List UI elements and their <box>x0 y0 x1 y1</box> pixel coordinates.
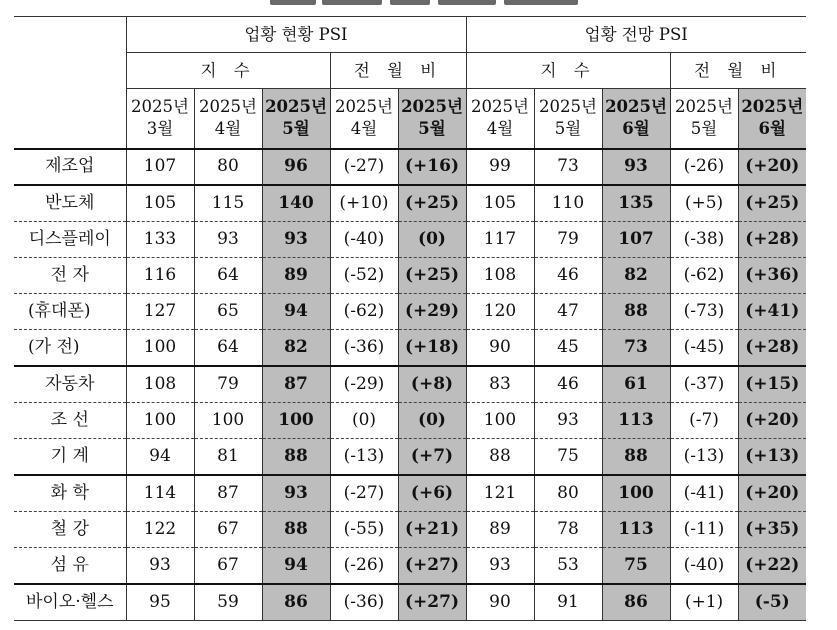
table-cell: 94 <box>126 439 194 475</box>
table-cell: (+6) <box>398 475 466 511</box>
table-cell: 117 <box>466 221 534 257</box>
table-cell: (+8) <box>398 366 466 402</box>
table-cell: 46 <box>534 257 602 293</box>
table-cell: (+29) <box>398 294 466 330</box>
row-label: 제조업 <box>14 149 126 185</box>
table-cell: 75 <box>534 439 602 475</box>
table-cell: 90 <box>466 330 534 366</box>
table-row <box>14 149 806 185</box>
table-cell: 88 <box>262 439 330 475</box>
table-cell: (+15) <box>738 366 806 402</box>
table-cell: (+13) <box>738 439 806 475</box>
psi-table <box>14 16 806 621</box>
table-cell: 93 <box>602 149 670 185</box>
table-cell: (-37) <box>670 366 738 402</box>
table-cell: 100 <box>602 475 670 511</box>
table-cell: (-27) <box>330 475 398 511</box>
table-cell: 88 <box>466 439 534 475</box>
table-cell: 88 <box>602 294 670 330</box>
date-header: 2025년 5월 <box>398 89 466 149</box>
table-cell: 59 <box>194 584 262 620</box>
row-label: 자동차 <box>14 366 126 402</box>
table-cell: 108 <box>466 257 534 293</box>
table-cell: 80 <box>194 149 262 185</box>
corner-cell <box>14 17 126 149</box>
table-cell: (-13) <box>670 439 738 475</box>
table-cell: 100 <box>194 403 262 439</box>
table-cell: 81 <box>194 439 262 475</box>
table-cell: (0) <box>398 221 466 257</box>
row-label: 섬 유 <box>14 548 126 584</box>
table-cell: 73 <box>534 149 602 185</box>
row-label: 반도체 <box>14 185 126 221</box>
table-cell: 75 <box>602 548 670 584</box>
table-cell: (+27) <box>398 584 466 620</box>
table-cell: (-52) <box>330 257 398 293</box>
table-row <box>14 330 806 366</box>
table-cell: 45 <box>534 330 602 366</box>
date-header: 2025년 5월 <box>670 89 738 149</box>
table-cell: (+21) <box>398 511 466 547</box>
date-header: 2025년 4월 <box>466 89 534 149</box>
row-label: 바이오·헬스 <box>14 584 126 620</box>
table-cell: (-62) <box>670 257 738 293</box>
table-cell: (0) <box>398 403 466 439</box>
table-cell: 91 <box>534 584 602 620</box>
table-cell: (+7) <box>398 439 466 475</box>
table-cell: (+25) <box>398 185 466 221</box>
table-row <box>14 403 806 439</box>
table-cell: 78 <box>534 511 602 547</box>
table-cell: 83 <box>466 366 534 402</box>
table-cell: 105 <box>126 185 194 221</box>
table-cell: 110 <box>534 185 602 221</box>
table-cell: 89 <box>466 511 534 547</box>
table-row <box>14 548 806 584</box>
table-cell: 67 <box>194 511 262 547</box>
outlook-mom-header: 전 월 비 <box>670 53 806 89</box>
table-row <box>14 439 806 475</box>
table-cell: 73 <box>602 330 670 366</box>
table-cell: 46 <box>534 366 602 402</box>
table-cell: 135 <box>602 185 670 221</box>
group-header-row <box>14 17 806 53</box>
table-cell: 113 <box>602 403 670 439</box>
table-cell: 107 <box>602 221 670 257</box>
outlook-psi-header: 업황 전망 PSI <box>466 17 806 53</box>
table-cell: 86 <box>602 584 670 620</box>
table-cell: (-5) <box>738 584 806 620</box>
table-cell: 100 <box>262 403 330 439</box>
table-cell: 108 <box>126 366 194 402</box>
date-header-row <box>14 89 806 149</box>
cropped-title-strip <box>0 0 837 10</box>
date-header: 2025년 6월 <box>602 89 670 149</box>
row-label: 디스플레이 <box>14 221 126 257</box>
table-row <box>14 475 806 511</box>
table-cell: 88 <box>602 439 670 475</box>
table-cell: 107 <box>126 149 194 185</box>
table-cell: 94 <box>262 548 330 584</box>
table-cell: (-40) <box>670 548 738 584</box>
table-row <box>14 221 806 257</box>
table-cell: (-11) <box>670 511 738 547</box>
date-header: 2025년 6월 <box>738 89 806 149</box>
table-row <box>14 511 806 547</box>
table-cell: (-73) <box>670 294 738 330</box>
table-cell: 61 <box>602 366 670 402</box>
table-cell: 53 <box>534 548 602 584</box>
date-header: 2025년 5월 <box>534 89 602 149</box>
table-cell: 65 <box>194 294 262 330</box>
current-index-header: 지 수 <box>126 53 330 89</box>
table-cell: 80 <box>534 475 602 511</box>
subgroup-header-row <box>14 53 806 89</box>
table-cell: (-41) <box>670 475 738 511</box>
table-cell: 93 <box>126 548 194 584</box>
table-cell: (-36) <box>330 584 398 620</box>
date-header: 2025년 4월 <box>194 89 262 149</box>
table-cell: (+28) <box>738 330 806 366</box>
date-header: 2025년 3월 <box>126 89 194 149</box>
table-cell: 93 <box>262 221 330 257</box>
table-row <box>14 584 806 620</box>
table-cell: (-62) <box>330 294 398 330</box>
table-cell: 82 <box>602 257 670 293</box>
table-cell: 120 <box>466 294 534 330</box>
table-cell: (-38) <box>670 221 738 257</box>
table-cell: (+22) <box>738 548 806 584</box>
table-cell: 93 <box>262 475 330 511</box>
date-header: 2025년 4월 <box>330 89 398 149</box>
table-cell: 79 <box>194 366 262 402</box>
date-header: 2025년 5월 <box>262 89 330 149</box>
row-label: 화 학 <box>14 475 126 511</box>
table-cell: 67 <box>194 548 262 584</box>
table-cell: (-7) <box>670 403 738 439</box>
current-psi-header: 업황 현황 PSI <box>126 17 466 53</box>
table-cell: (+20) <box>738 149 806 185</box>
table-cell: (+1) <box>670 584 738 620</box>
table-cell: 96 <box>262 149 330 185</box>
table-cell: 100 <box>126 403 194 439</box>
table-cell: 86 <box>262 584 330 620</box>
row-label: 기 계 <box>14 439 126 475</box>
table-cell: (+10) <box>330 185 398 221</box>
table-cell: 95 <box>126 584 194 620</box>
table-cell: 140 <box>262 185 330 221</box>
table-cell: 115 <box>194 185 262 221</box>
table-cell: (-55) <box>330 511 398 547</box>
table-cell: 93 <box>466 548 534 584</box>
row-label: (휴대폰) <box>14 294 126 330</box>
table-row <box>14 294 806 330</box>
table-cell: (+36) <box>738 257 806 293</box>
row-label: 전 자 <box>14 257 126 293</box>
table-cell: 93 <box>194 221 262 257</box>
row-label: 조 선 <box>14 403 126 439</box>
table-cell: (-45) <box>670 330 738 366</box>
table-cell: 90 <box>466 584 534 620</box>
table-cell: (0) <box>330 403 398 439</box>
table-cell: (-29) <box>330 366 398 402</box>
table-cell: 114 <box>126 475 194 511</box>
table-cell: 99 <box>466 149 534 185</box>
table-cell: 64 <box>194 330 262 366</box>
table-cell: 122 <box>126 511 194 547</box>
table-cell: (+41) <box>738 294 806 330</box>
table-cell: 88 <box>262 511 330 547</box>
table-cell: (+20) <box>738 403 806 439</box>
table-cell: (+20) <box>738 475 806 511</box>
table-row <box>14 185 806 221</box>
table-cell: 127 <box>126 294 194 330</box>
outlook-index-header: 지 수 <box>466 53 670 89</box>
table-cell: 113 <box>602 511 670 547</box>
table-cell: 87 <box>262 366 330 402</box>
table-cell: (+35) <box>738 511 806 547</box>
table-cell: (+5) <box>670 185 738 221</box>
row-label: (가 전) <box>14 330 126 366</box>
table-cell: 47 <box>534 294 602 330</box>
table-cell: (-26) <box>330 548 398 584</box>
table-cell: (-40) <box>330 221 398 257</box>
table-cell: 79 <box>534 221 602 257</box>
table-cell: 105 <box>466 185 534 221</box>
table-cell: 87 <box>194 475 262 511</box>
table-row <box>14 366 806 402</box>
table-cell: 89 <box>262 257 330 293</box>
table-cell: (-26) <box>670 149 738 185</box>
table-cell: (-27) <box>330 149 398 185</box>
table-cell: 64 <box>194 257 262 293</box>
table-cell: 116 <box>126 257 194 293</box>
table-cell: (-36) <box>330 330 398 366</box>
table-cell: 100 <box>126 330 194 366</box>
table-cell: 94 <box>262 294 330 330</box>
table-cell: 100 <box>466 403 534 439</box>
table-cell: (+18) <box>398 330 466 366</box>
row-label: 철 강 <box>14 511 126 547</box>
table-row <box>14 257 806 293</box>
table-cell: (+28) <box>738 221 806 257</box>
table-cell: (+27) <box>398 548 466 584</box>
table-cell: (+16) <box>398 149 466 185</box>
current-mom-header: 전 월 비 <box>330 53 466 89</box>
table-cell: 82 <box>262 330 330 366</box>
table-cell: (+25) <box>398 257 466 293</box>
table-cell: (-13) <box>330 439 398 475</box>
table-cell: 133 <box>126 221 194 257</box>
table-cell: 93 <box>534 403 602 439</box>
table-cell: 121 <box>466 475 534 511</box>
table-cell: (+25) <box>738 185 806 221</box>
